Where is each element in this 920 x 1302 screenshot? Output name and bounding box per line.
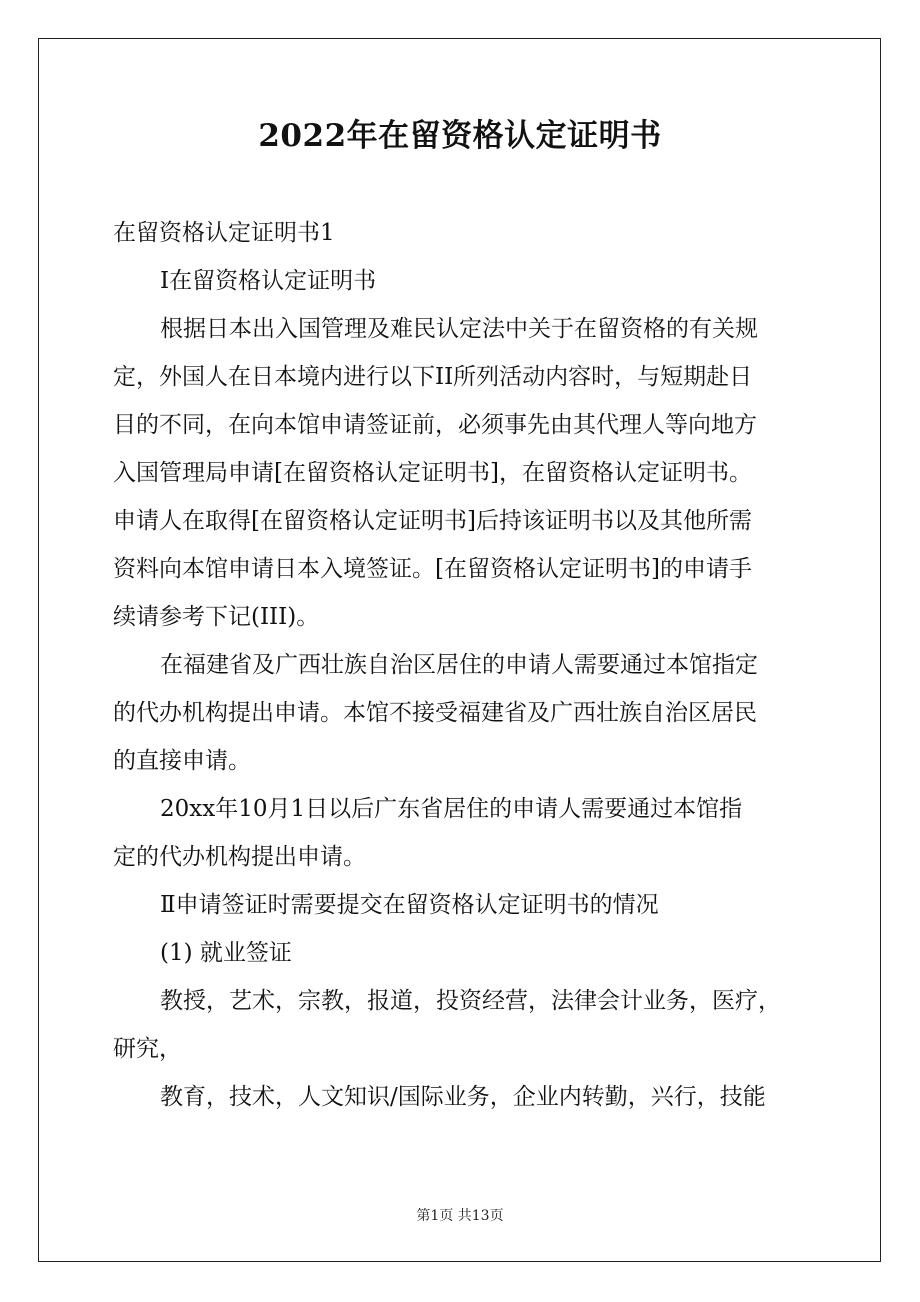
paragraph-line: 教育，技术，人文知识/国际业务，企业内转勤，兴行，技能: [160, 1084, 766, 1110]
section-heading: 在留资格认定证明书1: [113, 220, 335, 246]
paragraph-line: 入国管理局申请[在留资格认定证明书]，在留资格认定证明书。: [113, 460, 752, 486]
paragraph-line: 20xx年10月1日以后广东省居住的申请人需要通过本馆指: [160, 796, 743, 822]
paragraph-line: 的代办机构提出申请。本馆不接受福建省及广西壮族自治区居民: [113, 700, 757, 726]
paragraph-line: 的直接申请。: [113, 748, 251, 774]
paragraph-line: 定的代办机构提出申请。: [113, 844, 366, 870]
paragraph-line: 根据日本出入国管理及难民认定法中关于在留资格的有关规: [160, 316, 758, 342]
subsection-heading: Ⅰ在留资格认定证明书: [160, 268, 377, 294]
paragraph-line: 资料向本馆申请日本入境签证。[在留资格认定证明书]的申请手: [113, 556, 752, 582]
paragraph-line: 研究，: [113, 1036, 182, 1062]
list-heading: (1) 就业签证: [160, 940, 292, 966]
subsection-heading: Ⅱ申请签证时需要提交在留资格认定证明书的情况: [160, 892, 659, 918]
paragraph-line: 定，外国人在日本境内进行以下II所列活动内容时，与短期赴日: [113, 364, 753, 390]
document-title: 2022年在留资格认定证明书: [258, 118, 662, 154]
paragraph-line: 续请参考下记(III)。: [113, 604, 320, 630]
paragraph-line: 目的不同，在向本馆申请签证前，必须事先由其代理人等向地方: [113, 412, 757, 438]
paragraph-line: 在福建省及广西壮族自治区居住的申请人需要通过本馆指定: [160, 652, 758, 678]
paragraph-line: 教授，艺术，宗教，报道，投资经营，法律会计业务，医疗，: [160, 988, 781, 1014]
paragraph-line: 申请人在取得[在留资格认定证明书]后持该证明书以及其他所需: [113, 508, 752, 534]
page-number-footer: 第1页 共13页: [416, 1208, 504, 1224]
